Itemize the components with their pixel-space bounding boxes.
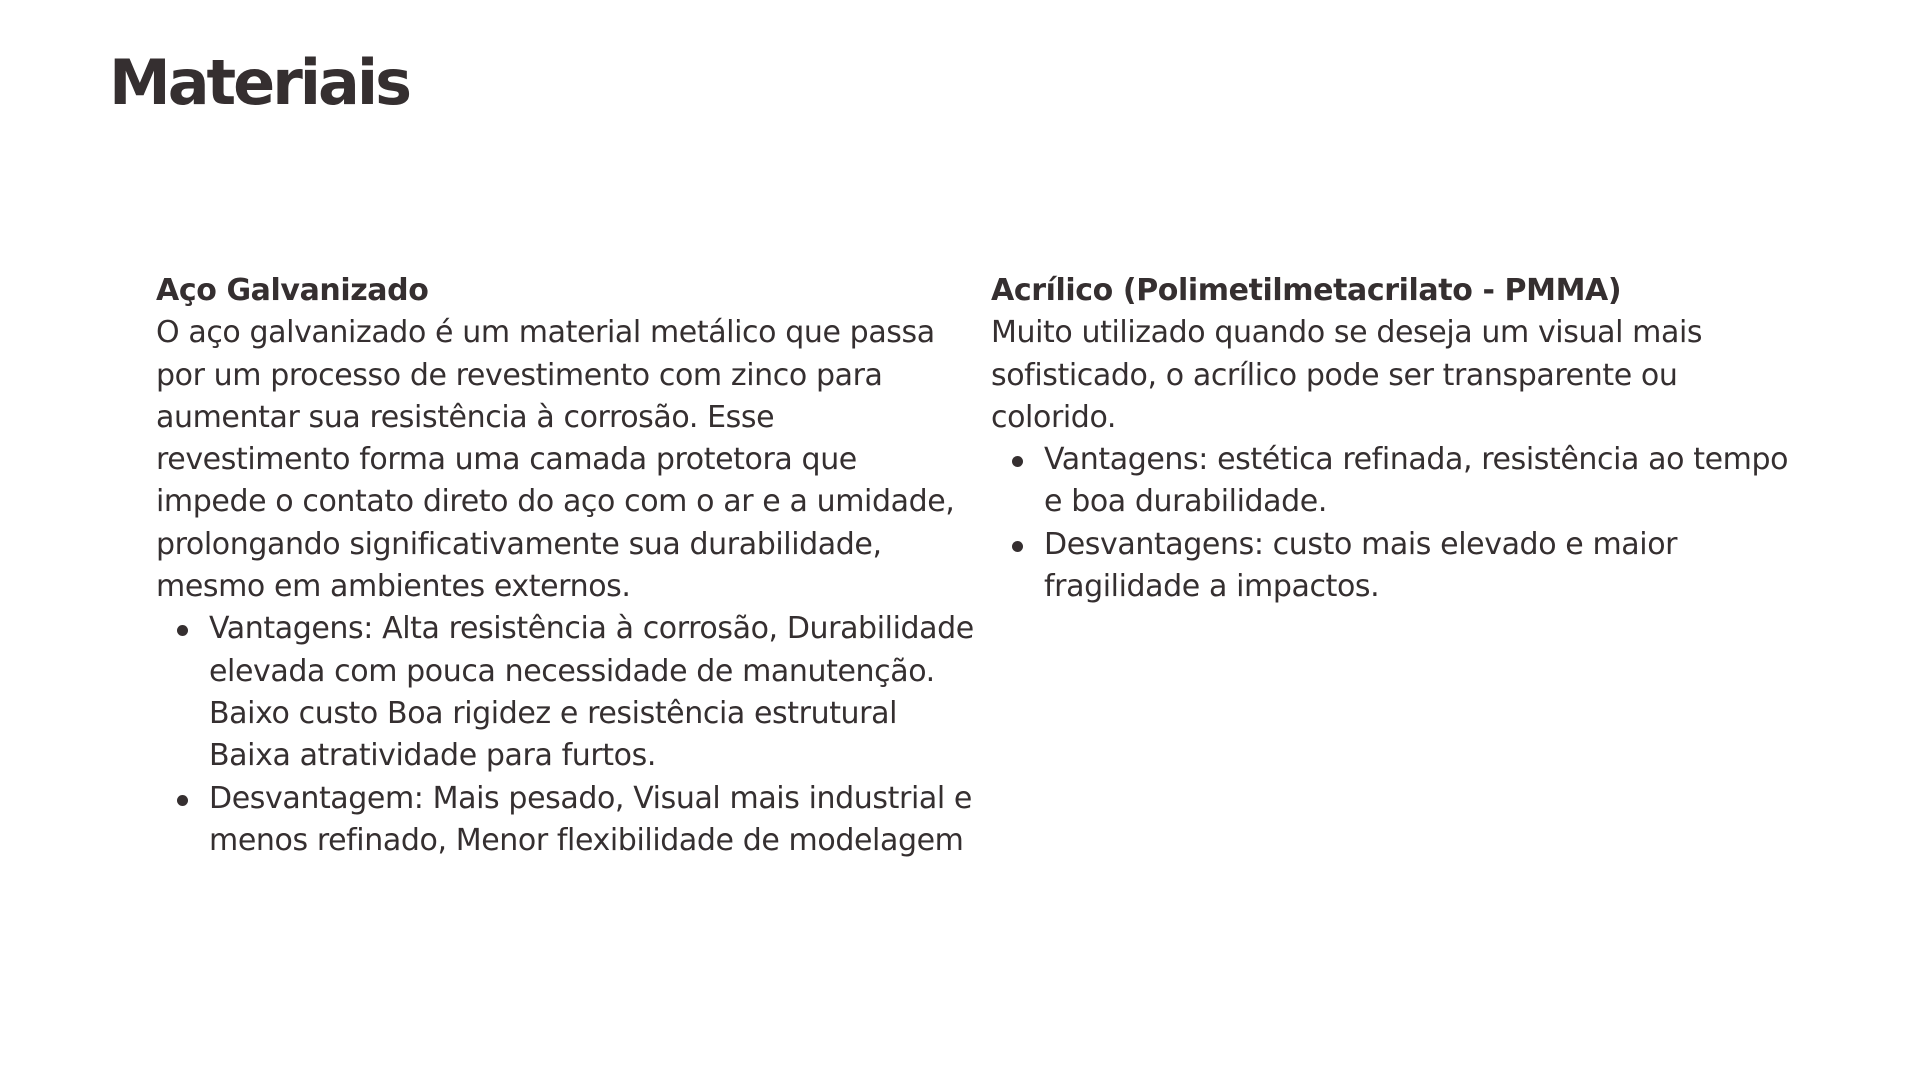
list-item-text: Desvantagem: Mais pesado, Visual mais industrial e menos refinado, Menor flexibilidade de modelagem <box>209 780 972 858</box>
list-item-text: Vantagens: estética refinada, resistência ao tempo e boa durabilidade. <box>1044 442 1789 520</box>
material-description: O aço galvanizado é um material metálico que passa por um processo de revestimento com zinco para aumentar sua resistência à corrosão. Esse revestimento forma uma camada protetora que impede o contato direto do aço com o ar e a umidade, prolongando significativamente sua durabilidade, mesmo em ambientes externos. <box>156 315 955 605</box>
material-heading: Acrílico (Polimetilmetacrilato - PMMA) <box>991 273 1622 308</box>
bullet-icon <box>1012 541 1023 552</box>
list-item <box>209 608 974 777</box>
material-heading: Aço Galvanizado <box>156 273 429 308</box>
slide-title: Materiais <box>109 46 410 119</box>
bullet-icon <box>177 795 188 806</box>
material-bullet-list <box>156 608 974 862</box>
bullet-icon <box>1012 456 1023 467</box>
list-item <box>209 778 974 863</box>
material-bullet-list <box>991 439 1809 608</box>
material-column-acrylic <box>991 270 1809 608</box>
list-item-text: Desvantagens: custo mais elevado e maior fragilidade a impactos. <box>1044 526 1678 605</box>
material-column-galvanized-steel <box>156 270 974 862</box>
material-description: Muito utilizado quando se deseja um visual mais sofisticado, o acrílico pode ser transparente ou colorido. <box>991 315 1703 435</box>
list-item <box>1044 524 1809 609</box>
list-item <box>1044 439 1809 524</box>
bullet-icon <box>177 625 188 636</box>
list-item-text: Vantagens: Alta resistência à corrosão, Durabilidade elevada com pouca necessidade de manutenção. Baixo custo Boa rigidez e resistência estrutural Baixa atratividade para furtos. <box>209 611 974 774</box>
